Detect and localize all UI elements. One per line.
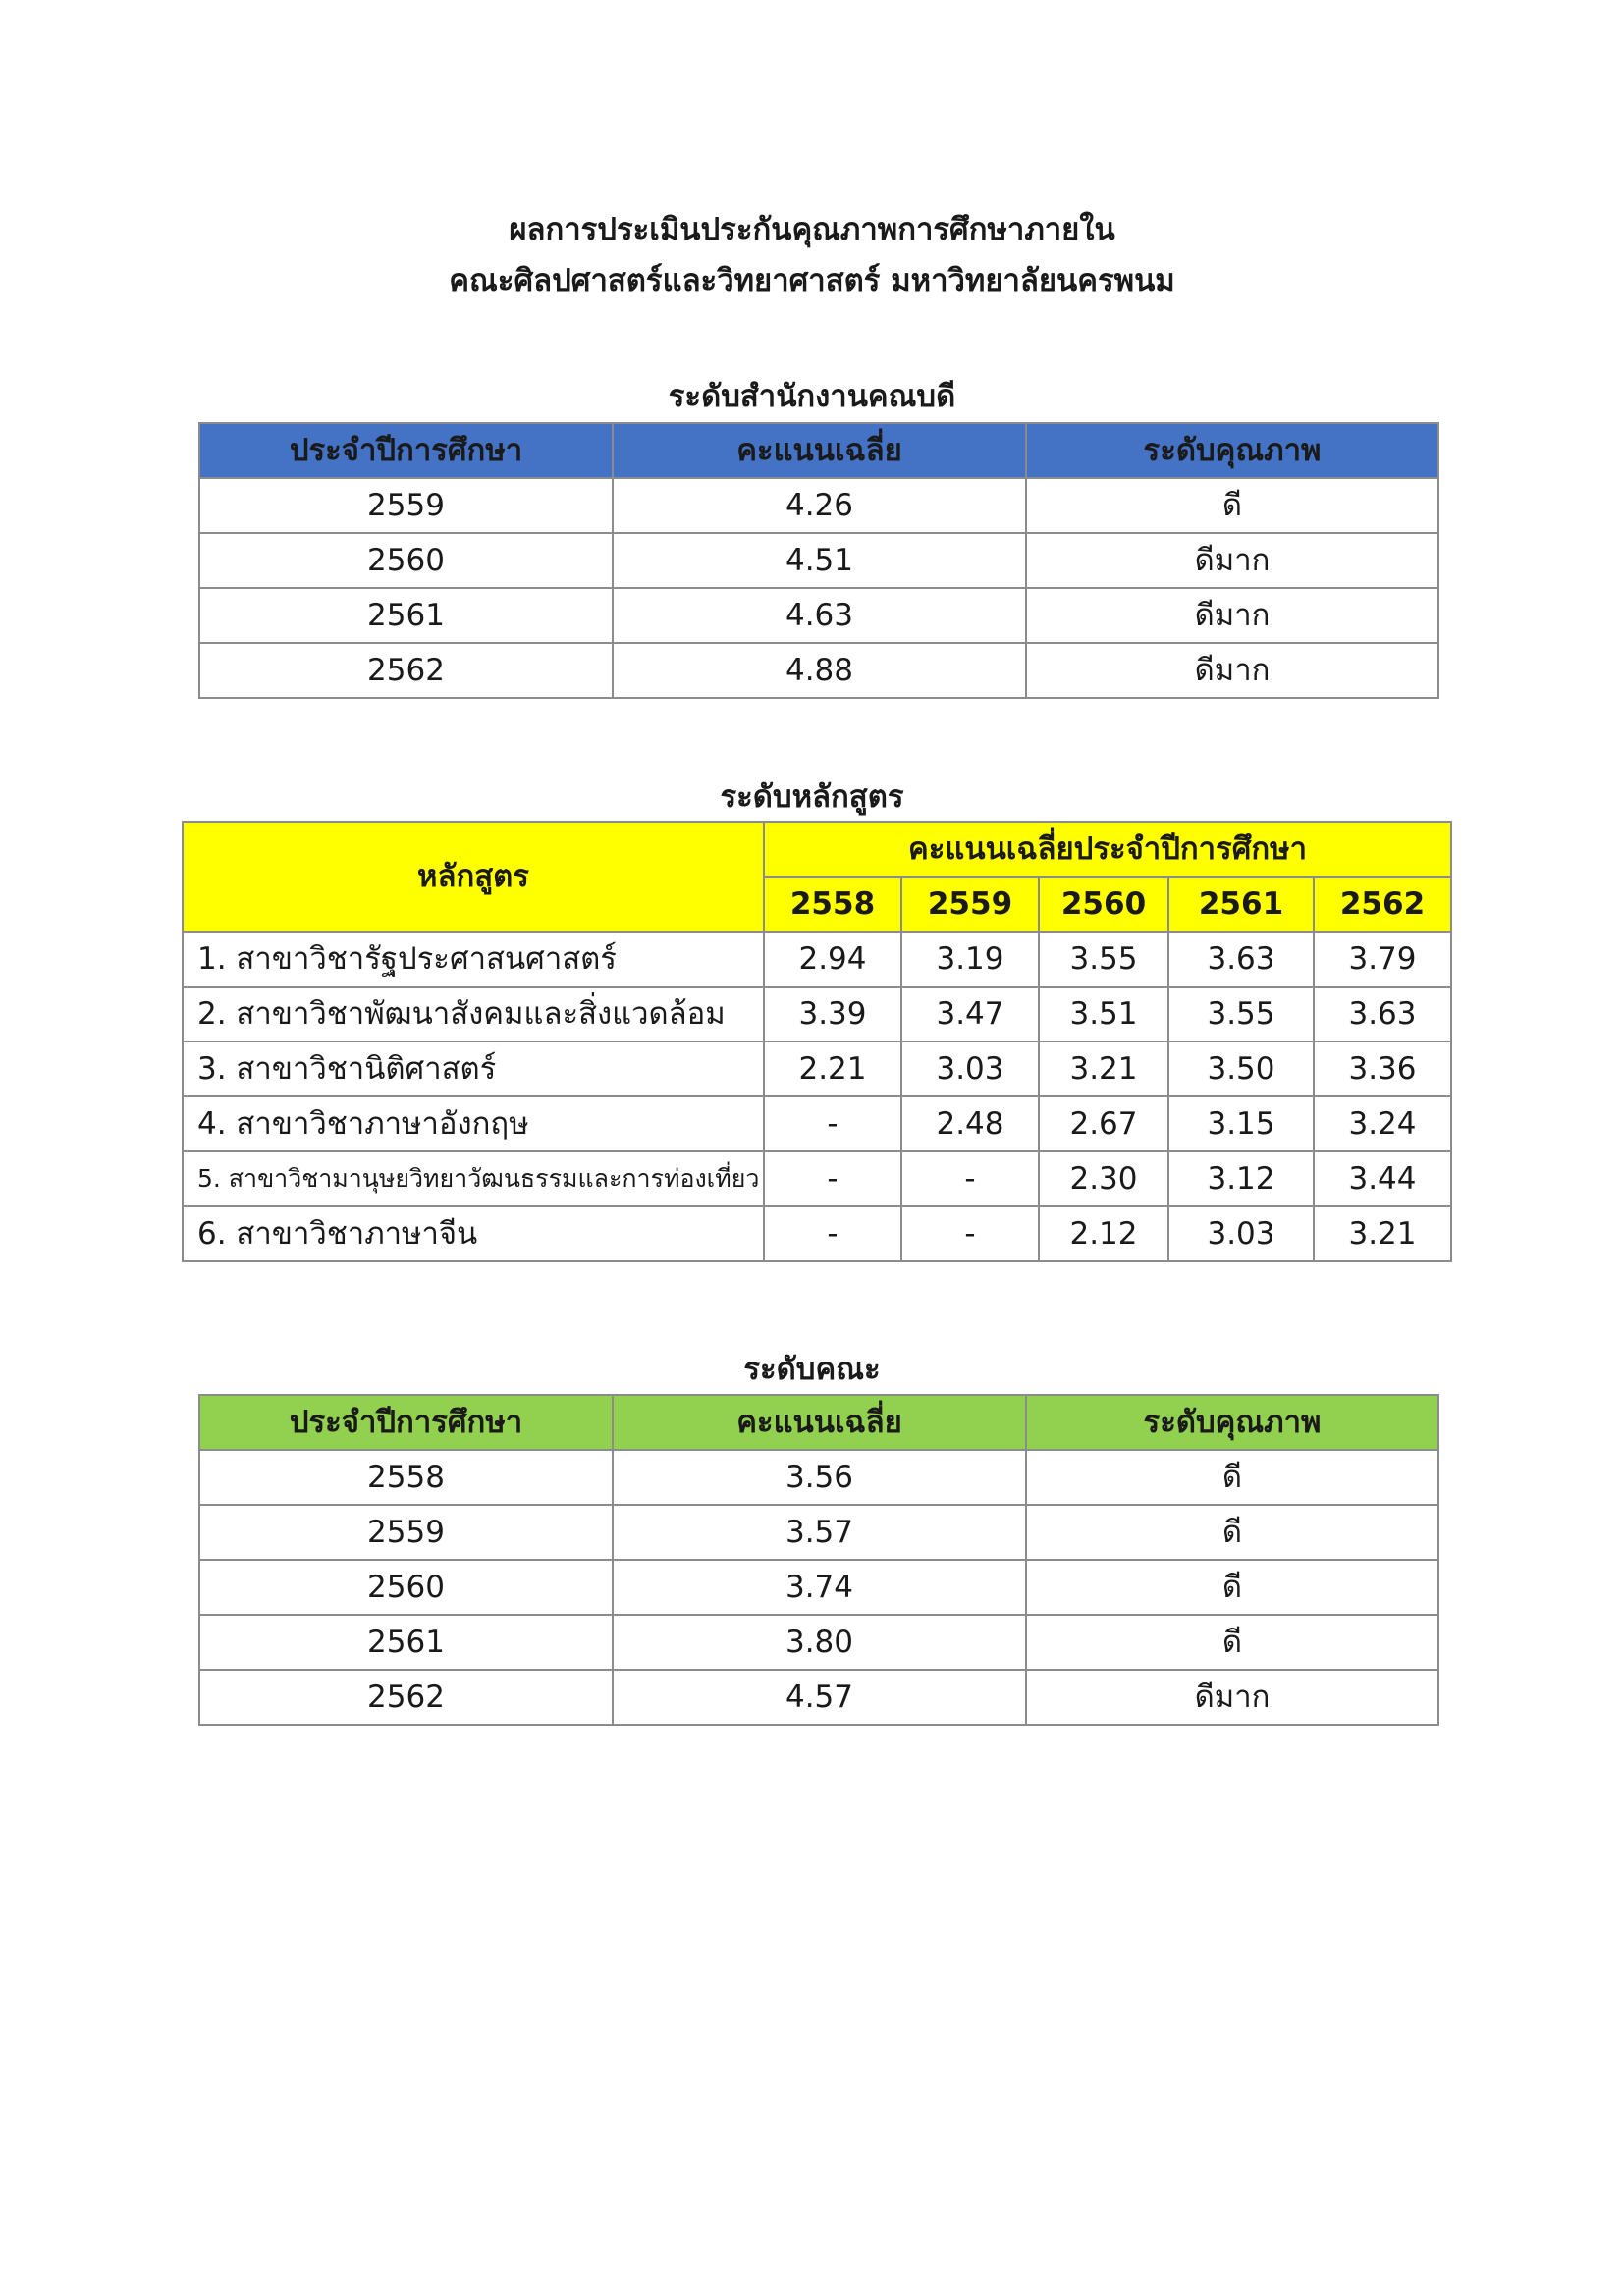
- level-cell: ดี: [1026, 1450, 1438, 1505]
- score-cell: 3.80: [613, 1615, 1026, 1670]
- score-cell: 2.67: [1039, 1096, 1168, 1151]
- score-cell: 3.51: [1039, 987, 1168, 1041]
- level-cell: ดีมาก: [1026, 533, 1438, 588]
- table-row: [183, 1151, 1451, 1206]
- table-row: [183, 1206, 1451, 1261]
- table-header-row: [183, 822, 1451, 877]
- dean-office-table: [198, 422, 1439, 699]
- score-cell: -: [764, 1096, 901, 1151]
- column-header-year: ประจำปีการศึกษา: [199, 1395, 613, 1450]
- column-header-program: หลักสูตร: [183, 822, 764, 932]
- year-cell: 2561: [199, 588, 613, 643]
- score-cell: 3.36: [1314, 1041, 1451, 1096]
- score-cell: -: [764, 1206, 901, 1261]
- table-row: [199, 1450, 1438, 1505]
- level-cell: ดี: [1026, 1505, 1438, 1560]
- score-cell: 4.57: [613, 1670, 1026, 1725]
- score-cell: 3.55: [1039, 932, 1168, 987]
- year-cell: 2560: [199, 1560, 613, 1615]
- score-cell: 2.30: [1039, 1151, 1168, 1206]
- faculty-table: [198, 1394, 1439, 1726]
- column-header-average-score: คะแนนเฉลี่ยประจำปีการศึกษา: [764, 822, 1451, 877]
- table-row: [199, 533, 1438, 588]
- score-cell: -: [901, 1206, 1039, 1261]
- table-row: [199, 1670, 1438, 1725]
- score-cell: 3.56: [613, 1450, 1026, 1505]
- column-header-score: คะแนนเฉลี่ย: [613, 1395, 1026, 1450]
- table-row: [183, 1096, 1451, 1151]
- column-header-year: 2562: [1314, 877, 1451, 932]
- score-cell: 4.51: [613, 533, 1026, 588]
- year-cell: 2562: [199, 643, 613, 698]
- score-cell: 3.63: [1314, 987, 1451, 1041]
- program-cell: 3. สาขาวิชานิติศาสตร์: [183, 1041, 764, 1096]
- year-cell: 2561: [199, 1615, 613, 1670]
- table-row: [183, 1041, 1451, 1096]
- table-row: [183, 932, 1451, 987]
- score-cell: 3.15: [1168, 1096, 1314, 1151]
- score-cell: 2.21: [764, 1041, 901, 1096]
- score-cell: 3.03: [901, 1041, 1039, 1096]
- table-row: [199, 643, 1438, 698]
- curriculum-table: [182, 821, 1452, 1262]
- score-cell: 3.74: [613, 1560, 1026, 1615]
- program-cell: 6. สาขาวิชาภาษาจีน: [183, 1206, 764, 1261]
- column-header-year: 2560: [1039, 877, 1168, 932]
- score-cell: 3.19: [901, 932, 1039, 987]
- level-cell: ดี: [1026, 1560, 1438, 1615]
- score-cell: 3.21: [1039, 1041, 1168, 1096]
- score-cell: 3.55: [1168, 987, 1314, 1041]
- document-title-line-1: ผลการประเมินประกันคุณภาพการศึกษาภายใน: [509, 212, 1115, 247]
- column-header-level: ระดับคุณภาพ: [1026, 1395, 1438, 1450]
- document-title-line-2: คณะศิลปศาสตร์และวิทยาศาสตร์ มหาวิทยาลัยนครพนม: [449, 263, 1175, 298]
- faculty-heading: ระดับคณะ: [743, 1352, 881, 1387]
- table-row: [199, 1615, 1438, 1670]
- column-header-year: 2561: [1168, 877, 1314, 932]
- table-row: [199, 1505, 1438, 1560]
- score-cell: 3.79: [1314, 932, 1451, 987]
- column-header-level: ระดับคุณภาพ: [1026, 423, 1438, 478]
- score-cell: 3.63: [1168, 932, 1314, 987]
- table-row: [199, 588, 1438, 643]
- table-row: [199, 1560, 1438, 1615]
- year-cell: 2558: [199, 1450, 613, 1505]
- score-cell: 2.12: [1039, 1206, 1168, 1261]
- score-cell: 3.39: [764, 987, 901, 1041]
- score-cell: 3.47: [901, 987, 1039, 1041]
- curriculum-heading: ระดับหลักสูตร: [720, 779, 904, 815]
- level-cell: ดีมาก: [1026, 1670, 1438, 1725]
- level-cell: ดี: [1026, 1615, 1438, 1670]
- score-cell: 4.63: [613, 588, 1026, 643]
- score-cell: 3.44: [1314, 1151, 1451, 1206]
- column-header-year: 2559: [901, 877, 1039, 932]
- level-cell: ดีมาก: [1026, 588, 1438, 643]
- year-cell: 2559: [199, 1505, 613, 1560]
- level-cell: ดี: [1026, 478, 1438, 533]
- year-cell: 2559: [199, 478, 613, 533]
- score-cell: 3.03: [1168, 1206, 1314, 1261]
- score-cell: 3.57: [613, 1505, 1026, 1560]
- score-cell: 3.21: [1314, 1206, 1451, 1261]
- score-cell: 3.50: [1168, 1041, 1314, 1096]
- program-cell: 4. สาขาวิชาภาษาอังกฤษ: [183, 1096, 764, 1151]
- program-cell: 1. สาขาวิชารัฐประศาสนศาสตร์: [183, 932, 764, 987]
- score-cell: 3.24: [1314, 1096, 1451, 1151]
- program-cell: 2. สาขาวิชาพัฒนาสังคมและสิ่งแวดล้อม: [183, 987, 764, 1041]
- table-row: [199, 478, 1438, 533]
- year-cell: 2562: [199, 1670, 613, 1725]
- table-header-row: [199, 1395, 1438, 1450]
- score-cell: 2.48: [901, 1096, 1039, 1151]
- table-header-row: [199, 423, 1438, 478]
- level-cell: ดีมาก: [1026, 643, 1438, 698]
- column-header-year: 2558: [764, 877, 901, 932]
- score-cell: 4.88: [613, 643, 1026, 698]
- column-header-score: คะแนนเฉลี่ย: [613, 423, 1026, 478]
- score-cell: 3.12: [1168, 1151, 1314, 1206]
- column-header-year: ประจำปีการศึกษา: [199, 423, 613, 478]
- dean-office-heading: ระดับสำนักงานคณบดี: [668, 379, 956, 414]
- program-cell: 5. สาขาวิชามานุษยวิทยาวัฒนธรรมและการท่องเที่ยว: [183, 1151, 764, 1206]
- score-cell: -: [901, 1151, 1039, 1206]
- score-cell: -: [764, 1151, 901, 1206]
- year-cell: 2560: [199, 533, 613, 588]
- score-cell: 2.94: [764, 932, 901, 987]
- score-cell: 4.26: [613, 478, 1026, 533]
- table-row: [183, 987, 1451, 1041]
